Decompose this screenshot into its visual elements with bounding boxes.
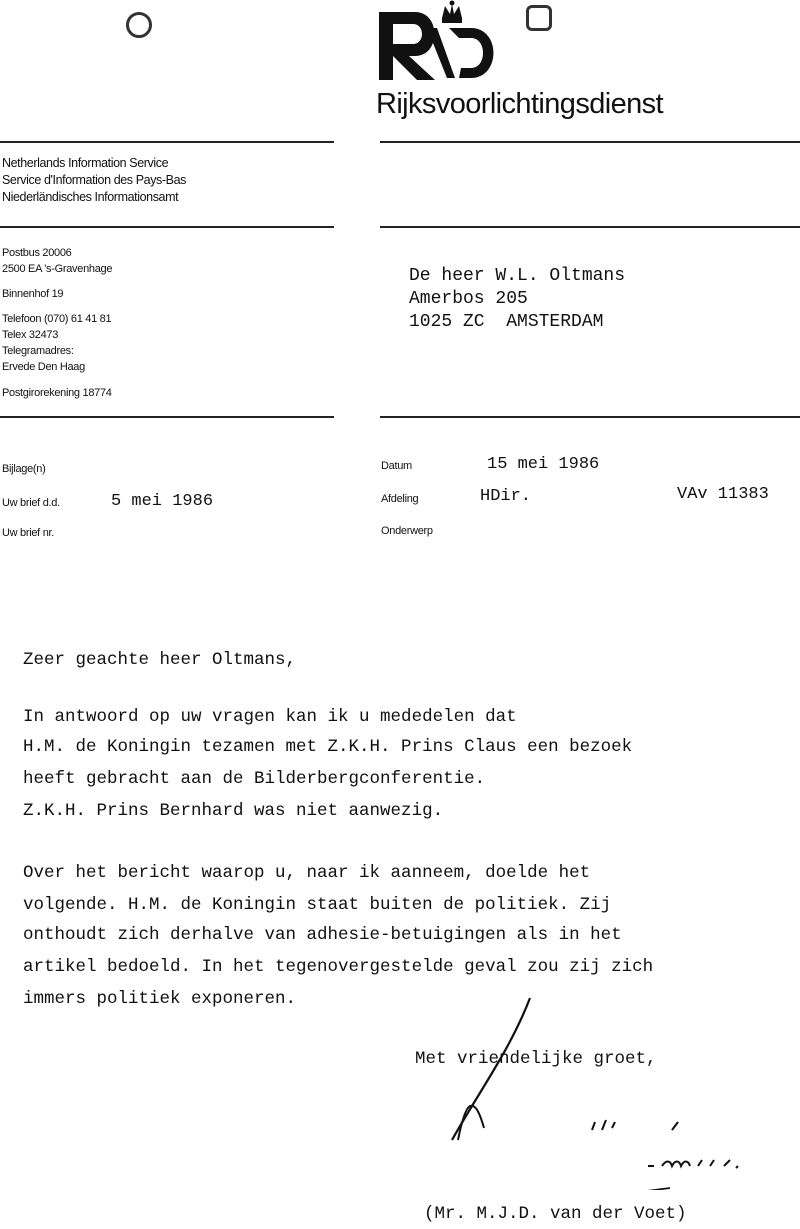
recipient-city: 1025 ZC AMSTERDAM	[409, 312, 604, 332]
telegramadres-label: Telegramadres:	[2, 345, 74, 357]
service-line-en: Netherlands Information Service	[2, 156, 169, 170]
recipient-street: Amerbos 205	[409, 289, 528, 309]
paragraph1-line: In antwoord op uw vragen kan ik u mededelen dat	[23, 707, 517, 727]
paragraph1-line: H.M. de Koningin tezamen met Z.K.H. Prins Claus een bezoek	[23, 737, 633, 757]
afdeling-label: Afdeling	[381, 493, 419, 505]
rvd-logo	[375, 0, 505, 85]
punch-hole-left	[126, 12, 152, 38]
telex: Telex 32473	[2, 329, 59, 341]
salutation: Zeer geachte heer Oltmans,	[23, 650, 297, 670]
left-rule-3	[0, 416, 334, 418]
datum-value: 15 mei 1986	[487, 455, 600, 474]
paragraph2-line: onthoudt zich derhalve van adhesie-betuigingen als in het	[23, 925, 622, 945]
datum-label: Datum	[381, 460, 412, 472]
bijlagen-label: Bijlage(n)	[2, 463, 46, 475]
reference-number: VAv 11383	[677, 485, 769, 504]
paragraph1-line: heeft gebracht aan de Bilderbergconferentie.	[23, 769, 486, 789]
paragraph2-line: Over het bericht waarop u, naar ik aanneem, doelde het	[23, 863, 591, 883]
postbus: Postbus 20006	[2, 247, 72, 259]
postcode-city: 2500 EA 's-Gravenhage	[2, 263, 113, 275]
service-line-de: Niederländisches Informationsamt	[2, 190, 179, 204]
left-rule-2	[0, 226, 334, 228]
recipient-name: De heer W.L. Oltmans	[409, 266, 626, 286]
signatory: (Mr. M.J.D. van der Voet)	[424, 1204, 687, 1224]
paragraph1-line: Z.K.H. Prins Bernhard was niet aanwezig.	[23, 801, 444, 821]
left-rule-1	[0, 141, 334, 143]
org-name: Rijksvoorlichtingsdienst	[376, 88, 663, 120]
afdeling-value: HDir.	[480, 487, 532, 506]
telefoon: Telefoon (070) 61 41 81	[2, 313, 112, 325]
service-line-fr: Service d'Information des Pays-Bas	[2, 173, 187, 187]
punch-hole-right	[526, 5, 552, 31]
telegramadres: Ervede Den Haag	[2, 361, 85, 373]
service-lines	[2, 155, 186, 206]
paragraph2-line: artikel bedoeld. In het tegenovergestelde geval zou zij zich	[23, 957, 654, 977]
uw-brief-dd-label: Uw brief d.d.	[2, 497, 60, 509]
paragraph2-line: immers politiek exponeren.	[23, 989, 297, 1009]
right-rule-1	[380, 141, 800, 143]
signature	[440, 990, 760, 1190]
uw-brief-dd-value: 5 mei 1986	[111, 492, 214, 511]
postgiro: Postgirorekening 18774	[2, 387, 112, 399]
onderwerp-label: Onderwerp	[381, 525, 433, 537]
right-rule-3	[380, 416, 800, 418]
paragraph2-line: volgende. H.M. de Koningin staat buiten de politiek. Zij	[23, 895, 612, 915]
uw-brief-nr-label: Uw brief nr.	[2, 527, 55, 539]
right-rule-2	[380, 226, 800, 228]
closing: Met vriendelijke groet,	[415, 1049, 657, 1069]
street: Binnenhof 19	[2, 288, 64, 300]
